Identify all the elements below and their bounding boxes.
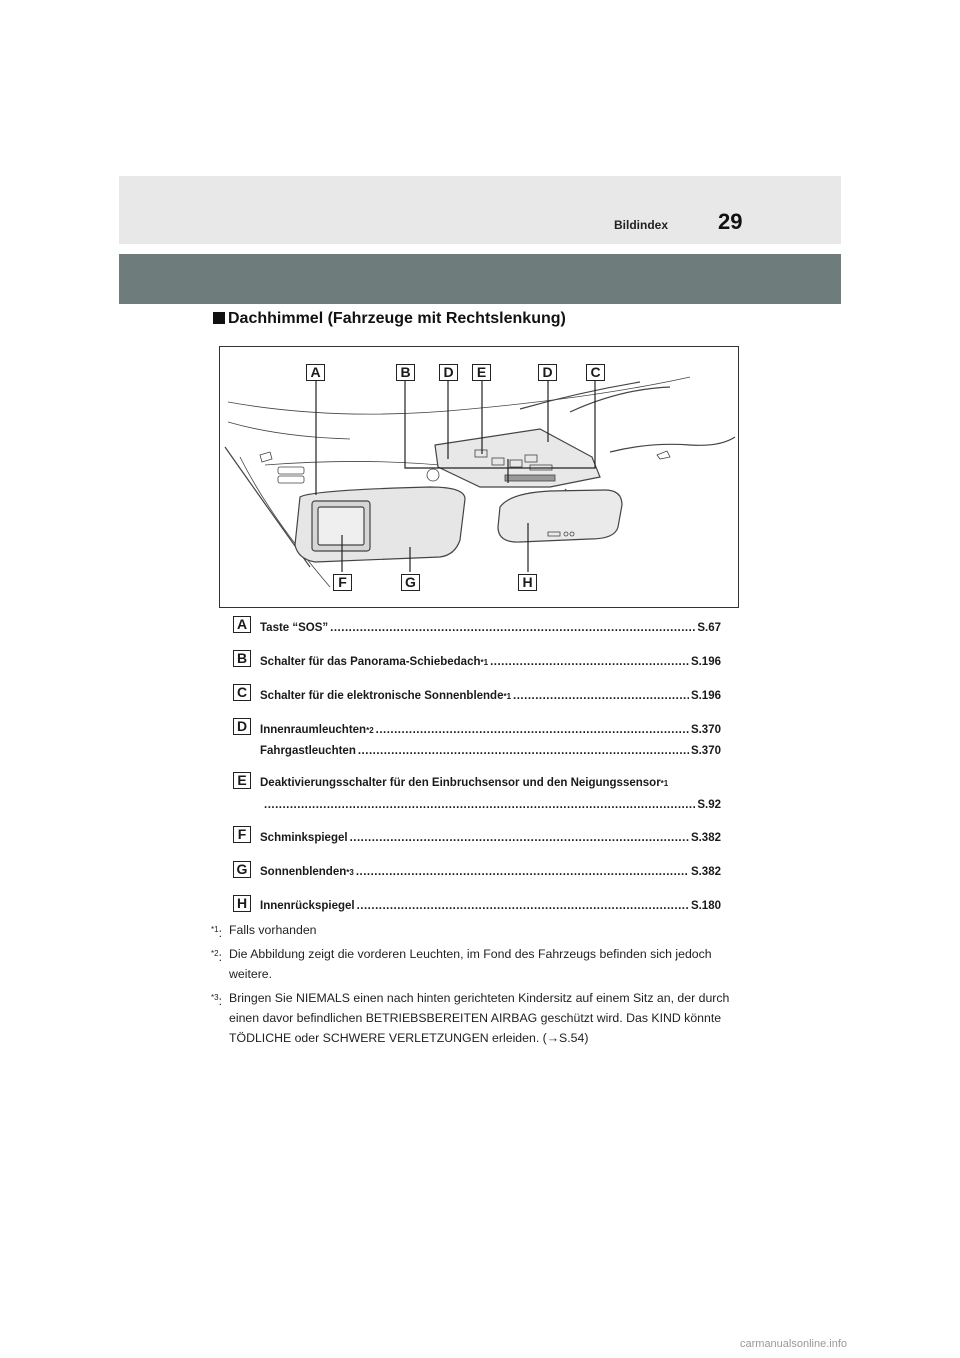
legend-page-ref: S.382 <box>690 832 721 844</box>
legend-text: Schalter für die elektronische Sonnenblende <box>260 690 504 702</box>
callout-label-a: A <box>306 364 325 381</box>
footnote-mark: $^{*1}$: <box>211 925 222 941</box>
footnote-text: Bringen Sie NIEMALS einen nach hinten gerichteten Kindersitz auf einem Sitz an, der durch einen davor befindlichen BETRIEBSBEREITEN AIRBAG geschützt wird. Das KIND könnte TÖDLICHE oder SCHWERE VERLETZUNGEN erleiden. (→S.54) <box>229 991 730 1045</box>
legend-page-ref: S.196 <box>690 690 721 702</box>
legend-marker: H <box>233 895 251 912</box>
footnote-text: Die Abbildung zeigt die vorderen Leuchten, im Fond des Fahrzeugs befinden sich jedoch weitere. <box>229 947 712 981</box>
legend-page-ref: S.67 <box>697 622 721 634</box>
legend-entry <box>260 724 721 736</box>
legend-page-ref: S.370 <box>690 724 721 736</box>
legend-marker: E <box>233 772 251 789</box>
callout-label-f: F <box>333 574 352 591</box>
legend-marker: D <box>233 718 251 735</box>
footnote-ref: *1 <box>480 658 489 667</box>
page-number: 29 <box>718 209 743 234</box>
section-heading <box>213 310 566 328</box>
section-label: Bildindex <box>614 218 669 232</box>
legend-entry <box>260 900 721 912</box>
legend-page-ref: S.382 <box>690 866 721 878</box>
legend-text: Innenraumleuchten <box>260 724 367 736</box>
callout-label-d: D <box>439 364 458 381</box>
legend-text: Schminkspiegel <box>260 832 348 844</box>
legend-text: Innenrückspiegel <box>260 900 355 912</box>
legend-text: Sonnenblenden <box>260 866 347 878</box>
footnote-ref: *1 <box>660 779 669 788</box>
legend-entry <box>260 866 721 878</box>
footnote-2 <box>211 944 751 984</box>
footnote-ref: *2 <box>366 726 374 735</box>
legend-text: Schalter für das Panorama-Schiebedach <box>260 656 481 668</box>
callout-label-e: E <box>472 364 491 381</box>
legend-entry <box>260 777 721 789</box>
legend-marker: F <box>233 826 251 843</box>
footnote-mark: $^{*3}$: <box>211 993 222 1009</box>
callout-label-c: C <box>586 364 605 381</box>
legend-marker: G <box>233 861 251 878</box>
callout-label-d2: D <box>538 364 557 381</box>
legend-marker: C <box>233 684 251 701</box>
footnote-3 <box>211 988 751 1048</box>
illustration-drawing <box>220 347 740 609</box>
legend-text: Taste “SOS” <box>260 622 329 634</box>
legend-entry <box>260 622 721 634</box>
footnote-ref: *1 <box>503 692 512 701</box>
legend-entry-continued <box>262 799 721 811</box>
callout-label-g: G <box>401 574 420 591</box>
footnotes <box>211 920 751 1052</box>
legend-entry <box>260 656 721 668</box>
legend-entry-secondary <box>260 745 721 757</box>
legend-page-ref: S.180 <box>690 900 721 912</box>
legend-text: Fahrgastleuchten <box>260 745 356 757</box>
legend-marker: B <box>233 650 251 667</box>
callout-label-h: H <box>518 574 537 591</box>
legend-entry <box>260 832 721 844</box>
footnote-text: Falls vorhanden <box>229 923 317 937</box>
legend-page-ref: S.370 <box>690 745 721 757</box>
footnote-ref: *3 <box>346 868 354 877</box>
roof-console-illustration <box>219 346 739 608</box>
legend-page-ref: S.196 <box>690 656 721 668</box>
legend-text: Deaktivierungsschalter für den Einbruchsensor und den Neigungssensor <box>260 777 661 789</box>
section-heading-text: Dachhimmel (Fahrzeuge mit Rechtslenkung) <box>228 310 566 327</box>
legend-page-ref: S.92 <box>697 799 721 811</box>
square-bullet-icon <box>213 312 225 324</box>
title-band <box>119 254 841 304</box>
legend-marker: A <box>233 616 251 633</box>
watermark: carmanualsonline.info <box>740 1338 848 1350</box>
footnote-1 <box>211 920 751 940</box>
legend-entry <box>260 690 721 702</box>
callout-label-b: B <box>396 364 415 381</box>
footnote-mark: $^{*2}$: <box>211 949 222 965</box>
